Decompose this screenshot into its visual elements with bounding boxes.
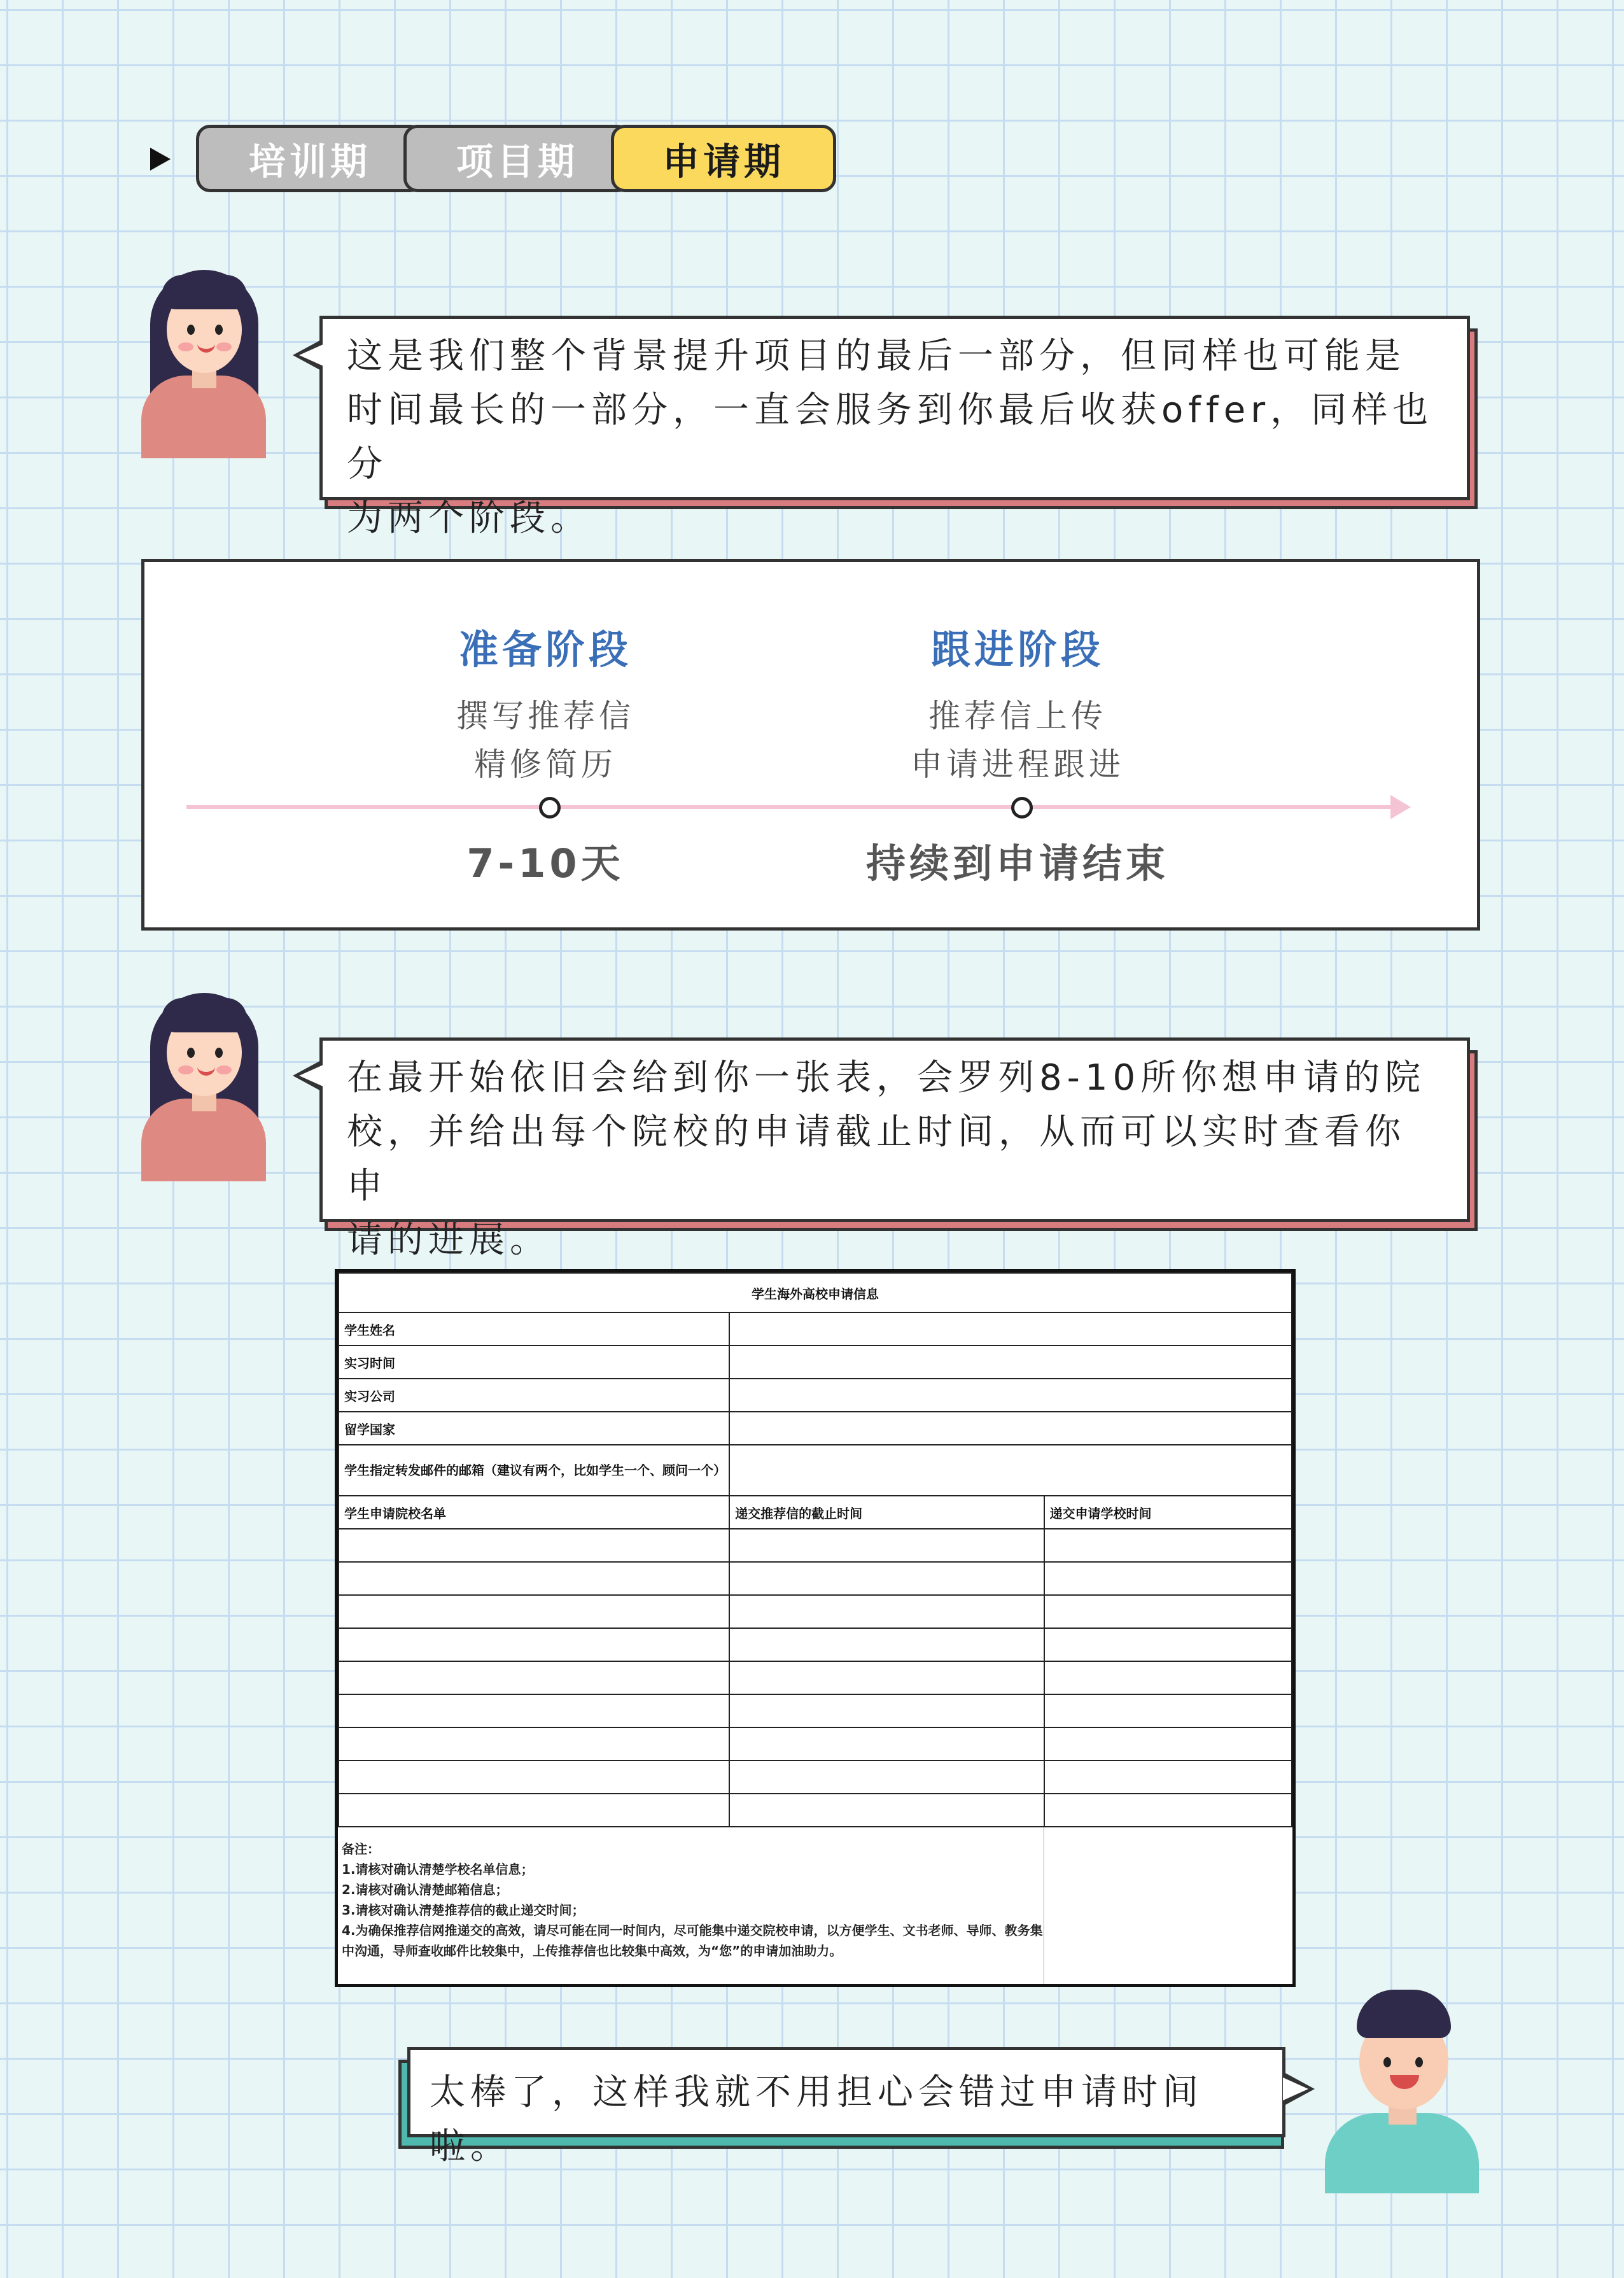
note-item: 2.请核对确认清楚邮箱信息； [342,1882,508,1897]
stage-1-item-1: 撰写推荐信 [456,698,634,735]
table-row [339,1661,1292,1694]
application-form [335,1269,1296,1987]
table-row [339,1761,1292,1794]
column-header-rec-deadline: 递交推荐信的截止时间 [729,1496,1044,1529]
speech-bubble-2 [319,1037,1470,1261]
bubble-2-line-3: 请的进展。 [347,1220,550,1261]
speech-bubble-1 [319,316,1470,539]
table-row [339,1628,1292,1661]
table-row [339,1562,1292,1595]
timeline-node-2 [1011,797,1033,819]
bubble-1-line-2: 时间最长的一部分，一直会服务到你最后收获offer，同样也分 [347,390,1434,485]
note-item: 1.请核对确认清楚学校名单信息； [342,1862,534,1877]
bubble-1-line-1: 这是我们整个背景提升项目的最后一部分，但同样也可能是 [347,335,1406,377]
column-header-apply-time: 递交申请学校时间 [1044,1496,1292,1529]
table-row [339,1694,1292,1727]
field-student-name: 学生姓名 [339,1312,729,1346]
notes-title: 备注： [342,1841,380,1857]
field-study-country-value[interactable] [729,1412,1292,1445]
tab-project[interactable]: 项目期 [403,125,631,192]
table-row [339,1727,1292,1761]
form-notes [342,1839,1054,1961]
field-internship-company: 实习公司 [339,1379,729,1412]
table-row [339,1794,1292,1827]
timeline-arrow-icon [1390,795,1411,819]
tab-training[interactable]: 培训期 [196,125,424,192]
stage-2-item-1: 推荐信上传 [928,698,1107,735]
bubble-3-text: 太棒了，这样我就不用担心会错过申请时间啦。 [430,2072,1203,2167]
stage-1-duration: 7-10天 [466,840,624,887]
form-title: 学生海外高校申请信息 [339,1273,1292,1312]
speech-bubble-3 [407,2047,1285,2167]
timeline-card [141,559,1480,931]
field-internship-time: 实习时间 [339,1346,729,1379]
note-item: 4.为确保推荐信网推递交的高效，请尽可能在同一时间内，尽可能集中递交院校申请，以方便学生、文书老师、导师、教务集中沟通，导师查收邮件比较集中，上传推荐信也比较集中高效，为“您”的申请加油助力。 [342,1923,1043,1958]
note-item: 3.请核对确认清楚推荐信的截止递交时间； [342,1902,585,1918]
bubble-1-line-3: 为两个阶段。 [347,498,591,539]
field-student-name-value[interactable] [729,1312,1292,1346]
bubble-2-line-2: 校，并给出每个院校的申请截止时间，从而可以实时查看你申 [347,1111,1406,1207]
field-email-value[interactable] [729,1445,1292,1496]
bubble-2-line-1: 在最开始依旧会给到你一张表，会罗列8-10所你想申请的院 [347,1057,1426,1099]
stage-2-title: 跟进阶段 [930,626,1104,673]
avatar-girl-2 [141,990,266,1181]
timeline-node-1 [539,797,561,819]
table-row [339,1529,1292,1562]
avatar-boy [1322,1986,1481,2193]
tab-application[interactable]: 申请期 [611,125,836,192]
field-internship-time-value[interactable] [729,1346,1292,1379]
column-header-schools: 学生申请院校名单 [339,1496,729,1529]
stage-2-item-2: 申请进程跟进 [911,746,1124,783]
stage-1-item-2: 精修简历 [474,746,617,783]
play-arrow-icon [150,148,171,171]
field-study-country: 留学国家 [339,1412,729,1445]
field-internship-company-value[interactable] [729,1379,1292,1412]
avatar-girl-1 [141,267,266,458]
field-email: 学生指定转发邮件的邮箱（建议有两个，比如学生一个、顾问一个） [339,1445,729,1496]
timeline-line [186,805,1394,809]
stage-2-duration: 持续到申请结束 [865,840,1169,887]
table-row [339,1595,1292,1628]
stage-1-title: 准备阶段 [458,626,632,673]
